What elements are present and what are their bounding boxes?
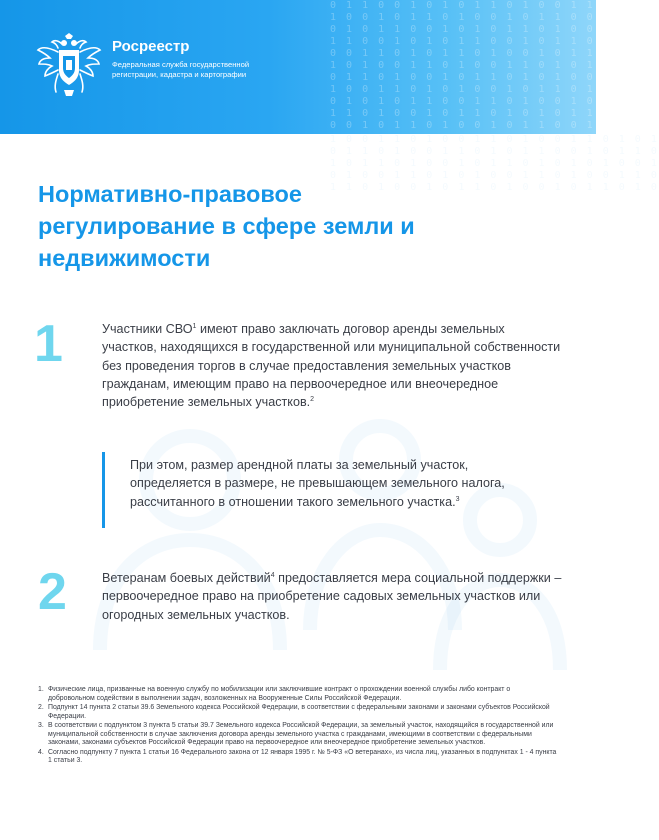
footnote-item	[38, 686, 558, 703]
section-1-text	[102, 320, 562, 411]
binary-pattern-fade-decoration: 1 0 0 1 1 0 1 0 0 1 1 0 1 0 0 1 1 0 1 0 1 0 1 1 0 1 0 0 1 1 0 1 0 1 1 0 0 1 0 1 1 0 1 0 1 1 0 1 0 0 1 0 1 1 0 1 0 1 0 1 0 0 1 0 1 0 0 1 1 0 1 0 1 0 0 1 1 0 1 0 0 1 1 0 1 1 0 1 0 0 1 0 1 1 0 1 0 0 1 0 1 1 0 1 0	[330, 134, 659, 193]
binary-pattern-decoration: 0 1 1 0 0 1 0 1 0 1 1 0 1 0 0 1 1 0 1 0 1 1 0 0 1 0 1 1 0 1 0 0 1 0 1 1 0 0 1 0 1 1 0 1 0 1 1 0 0 1 0 1 0 1 1 0 1 0 0 1 1 0 1 1 1 0 0 1 0 1 0 1 1 0 0 1 0 1 1 0 1 0 0 1 0 0 1 1 0 1 0 1 1 0 1 0 0 1 0 1 1 0 0 1 1 1 0 1 0 0 1 1 0 1 0 0 1 1 0 1 0 1 0 1 1 0 0 1 1 0 1 0 0 1 0 1 1 0 1 0 1 0 0 1 0 1 1 1 0 0 1 1 0 1 0 1 0 0 1 0 1 1 0 1 0 1 0 0 0 1 0 1 0 1 1 0 0 1 1 0 1 0 0 1 0 1 1 0 1 1 1 0 1 0 0 1 0 1 1 0 1 0 1 0 1 1 0 0 1 0 0 0 1 0 1 1 0 1 0 0 1 0 1 1 0 0 1 0 1 1 1	[330, 0, 659, 131]
section-1-quote	[130, 456, 550, 511]
footnote-text: Согласно подпункту 7 пункта 1 статьи 16 Федерального закона от 12 января 1995 г. № 5-ФЗ «О ветеранах», из числа лиц, указанных в подпунктах 1 - 4 пункта 1 статьи 3.	[48, 748, 557, 764]
footnote-item	[38, 722, 558, 748]
section-2-text	[102, 569, 577, 624]
header-banner	[0, 0, 659, 134]
footnotes	[38, 686, 558, 767]
footnote-number: 4.	[38, 748, 44, 756]
section-1-quote-text: При этом, размер арендной платы за земельный участок, определяется в размере, не превышающем земельного налога, рассчитанного в отношении такого земельного участка.	[130, 458, 505, 509]
brand-subtitle: Федеральная служба государственной регистрации, кадастра и картографии	[112, 60, 250, 79]
section-1-text-cont: имеют право заключать договор аренды земельных участков, находящихся в государственной или муниципальной собственности без проведения торгов в случае предоставления земельных участков гражданам, имеющим право на первоочередное или внеочередное приобретение земельных участков.	[102, 322, 561, 410]
footnote-ref-3: 3	[455, 495, 460, 503]
footnote-ref-4: 4	[270, 572, 275, 579]
brand-name: Росреестр	[112, 38, 190, 55]
footnote-number: 2.	[38, 704, 44, 711]
page-title: Нормативно-правовое регулирование в сфере земли и недвижимости	[38, 181, 415, 271]
footnote-ref-2: 2	[310, 396, 315, 404]
rosreestr-emblem-icon	[36, 30, 102, 98]
footnote-item	[38, 704, 558, 721]
footnote-text: Подпункт 14 пункта 2 статьи 39.6 Земельного кодекса Российской Федерации, в соответствии с федеральными законами и законами субъектов Российской Федерации.	[48, 704, 550, 720]
footnote-item	[38, 749, 558, 766]
section-1-text-start: Участники СВО	[102, 322, 193, 336]
section-2-text-cont: предоставляется мера социальной поддержки – первоочередное право на приобретение садовых земельных участков или огородных земельных участков.	[102, 571, 562, 622]
footnote-text: В соответствии с подпунктом 3 пункта 5 статьи 39.7 Земельного кодекса Российской Федерации, за земельный участок, находящийся в государственной или муниципальной собственности в случае заключения договора аренды земельного участка с гражданами, имеющими в соответствии с федеральными законами, законами субъектов Российской Федерации право на первоочередное или внеочередное приобретение земельных участков.	[48, 722, 554, 746]
footnote-number: 1.	[38, 686, 44, 693]
section-number-1: 1	[34, 315, 63, 373]
footnote-number: 3.	[38, 722, 44, 729]
footnote-text: Физические лица, призванные на военную службу по мобилизации или заключившие контракт о прохождении военной службы либо контракт о добровольном содействии в выполнении задач, возложенных на Вооруженные Силы Российской Федерации.	[48, 686, 511, 702]
section-number-2: 2	[38, 563, 67, 621]
quote-accent-bar	[102, 452, 105, 528]
section-2-text-start: Ветеранам боевых действий	[102, 571, 271, 585]
footnote-ref-1: 1	[192, 323, 197, 330]
